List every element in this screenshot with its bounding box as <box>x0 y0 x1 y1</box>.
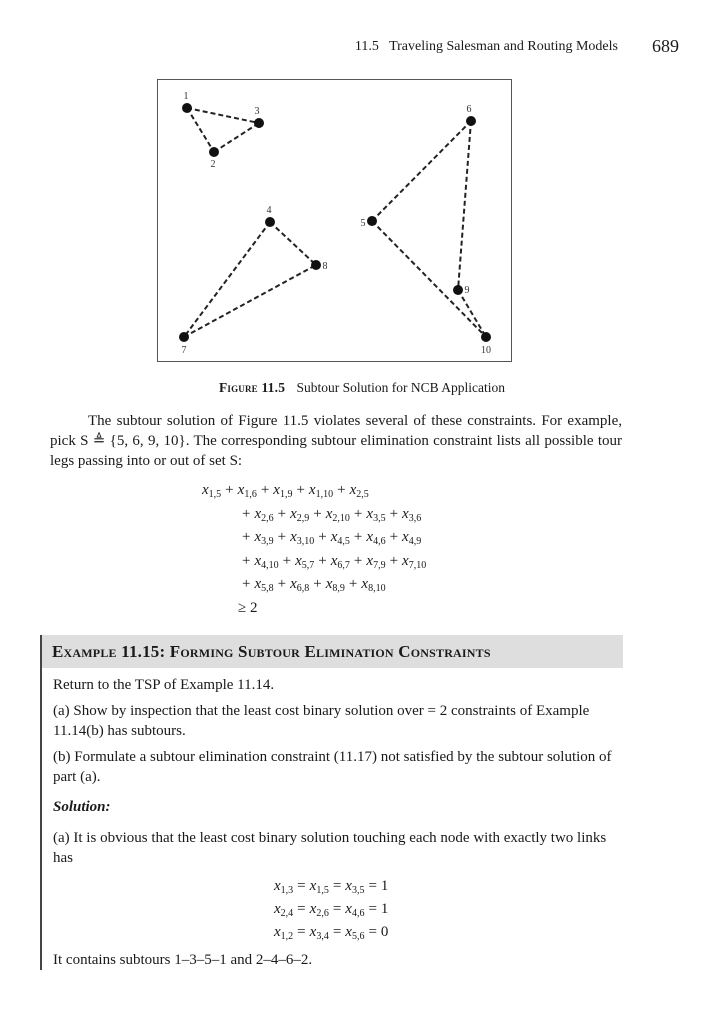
constraint-line <box>202 550 426 574</box>
operator: + <box>337 482 346 498</box>
graph-canvas <box>158 80 513 363</box>
edge-5-10 <box>372 221 486 337</box>
figure-caption <box>0 380 724 396</box>
operator: + <box>277 529 287 545</box>
equation-value: 1 <box>380 901 389 917</box>
variable-term: $x_{2,5}$ <box>349 482 369 500</box>
node-4 <box>265 217 275 227</box>
solution-equation <box>274 898 388 921</box>
variable-term: $x_{2,10}$ <box>325 505 350 524</box>
node-label-7: 7 <box>181 345 187 356</box>
subtour-constraint <box>202 479 426 620</box>
variable-term: $x_{5,8}$ <box>254 576 274 594</box>
example-intro: Return to the TSP of Example 11.14. <box>53 677 275 693</box>
equation-value: 0 <box>380 924 389 940</box>
node-label-9: 9 <box>464 285 470 296</box>
variable-term: $x_{8,10}$ <box>361 576 386 594</box>
edge-6-9 <box>458 121 471 290</box>
example-title: Example 11.15: Forming Subtour Elimination Constraints <box>42 635 623 668</box>
variable-term: $x_{6,8}$ <box>290 576 310 594</box>
variable-term: $x_{5,6}$ <box>345 924 365 942</box>
edge-7-8 <box>184 265 316 337</box>
operator: = <box>368 878 377 894</box>
constraint-line <box>202 503 426 527</box>
operator: + <box>318 552 327 569</box>
operator: + <box>318 529 327 545</box>
constraint-line <box>202 573 426 597</box>
variable-term: $x_{3,5}$ <box>345 878 365 896</box>
operator: + <box>389 552 399 569</box>
operator: = <box>297 878 306 894</box>
node-label-6: 6 <box>466 104 472 115</box>
variable-term: $x_{2,4}$ <box>274 901 294 919</box>
node-label-5: 5 <box>360 218 366 229</box>
node-label-10: 10 <box>481 345 491 356</box>
variable-term: $x_{1,6}$ <box>237 482 257 500</box>
operator: + <box>353 505 363 522</box>
edge-5-6 <box>372 121 471 221</box>
variable-term: $x_{5,7}$ <box>295 552 315 571</box>
variable-term: $x_{7,10}$ <box>402 552 427 571</box>
operator: = <box>332 901 342 917</box>
figure-caption-label: Figure 11.5 <box>218 380 286 395</box>
variable-term: $x_{3,5}$ <box>366 505 386 524</box>
node-10 <box>481 332 491 342</box>
operator: = <box>332 924 342 940</box>
operator: = <box>297 901 306 917</box>
variable-term: $x_{1,2}$ <box>274 924 294 942</box>
constraint-rhs: ≥ 2 <box>238 599 258 616</box>
body-paragraph: The subtour solution of Figure 11.5 violates several of these constraints. For example, pick S ≜ {5, 6, 9, 10}. The corresponding subtour elimination constraint lists all possible tour legs passing into or out of set S: <box>50 413 622 469</box>
variable-term: $x_{1,3}$ <box>274 878 294 896</box>
variable-term: $x_{4,5}$ <box>330 529 350 547</box>
edge-4-8 <box>270 222 316 265</box>
variable-term: $x_{2,6}$ <box>309 901 329 919</box>
page-header <box>0 36 724 60</box>
node-label-2: 2 <box>210 159 216 170</box>
operator: = <box>368 901 377 917</box>
variable-term: $x_{8,9}$ <box>325 576 345 594</box>
operator: + <box>242 529 251 545</box>
operator: = <box>368 924 377 940</box>
node-3 <box>254 118 264 128</box>
operator: + <box>282 552 292 569</box>
operator: + <box>277 505 287 522</box>
operator: + <box>225 482 234 498</box>
variable-term: $x_{4,10}$ <box>254 552 279 571</box>
running-head: 11.5 Traveling Salesman and Routing Models <box>354 39 618 54</box>
variable-term: $x_{4,9}$ <box>402 529 422 547</box>
variable-term: $x_{3,6}$ <box>402 505 422 524</box>
page-number: 689 <box>652 36 679 56</box>
operator: + <box>313 576 322 592</box>
figure-subtour-graph <box>157 79 512 362</box>
solution-heading: Solution: <box>53 799 111 815</box>
variable-term: $x_{2,9}$ <box>290 505 310 524</box>
edge-2-3 <box>214 123 259 152</box>
operator: + <box>242 505 251 522</box>
solution-equation <box>274 921 388 944</box>
operator: + <box>277 576 287 592</box>
variable-term: $x_{3,4}$ <box>309 924 329 942</box>
operator: + <box>389 505 399 522</box>
figure-caption-text: Subtour Solution for NCB Application <box>296 380 506 395</box>
node-5 <box>367 216 377 226</box>
variable-term: $x_{4,6}$ <box>366 529 386 547</box>
example-part-a: (a) Show by inspection that the least cost binary solution over = 2 constraints of Example 11.14(b) has subtours. <box>53 703 590 739</box>
node-label-1: 1 <box>183 91 189 102</box>
equation-value: 1 <box>380 878 389 894</box>
solution-equations <box>274 875 388 944</box>
variable-term: $x_{4,6}$ <box>345 901 365 919</box>
variable-term: $x_{3,10}$ <box>290 529 315 547</box>
node-1 <box>182 103 192 113</box>
operator: + <box>242 552 251 569</box>
operator: + <box>260 482 270 498</box>
operator: + <box>242 576 251 592</box>
operator: + <box>348 576 358 592</box>
edge-1-2 <box>187 108 214 152</box>
example-box <box>40 635 623 970</box>
node-label-8: 8 <box>322 261 328 272</box>
operator: = <box>297 924 306 940</box>
variable-term: $x_{1,5}$ <box>202 482 222 500</box>
variable-term: $x_{6,7}$ <box>330 552 350 571</box>
variable-term: $x_{7,9}$ <box>366 552 386 571</box>
operator: = <box>332 878 342 894</box>
variable-term: $x_{2,6}$ <box>254 505 274 524</box>
variable-term: $x_{1,10}$ <box>308 482 334 500</box>
variable-term: $x_{3,9}$ <box>254 529 274 547</box>
constraint-line <box>202 479 426 503</box>
node-2 <box>209 147 219 157</box>
solution-part-a: (a) It is obvious that the least cost binary solution touching each node with exactly two links has <box>53 830 607 866</box>
operator: + <box>313 505 322 522</box>
node-6 <box>466 116 476 126</box>
edge-4-7 <box>184 222 270 337</box>
operator: + <box>389 529 399 545</box>
operator: + <box>353 529 363 545</box>
variable-term: $x_{1,5}$ <box>309 878 329 896</box>
node-label-4: 4 <box>266 205 272 216</box>
solution-equation <box>274 875 388 898</box>
node-8 <box>311 260 321 270</box>
operator: + <box>296 482 305 498</box>
node-9 <box>453 285 463 295</box>
node-7 <box>179 332 189 342</box>
example-part-b: (b) Formulate a subtour elimination constraint (11.17) not satisfied by the subtour solution of part (a). <box>53 749 612 785</box>
edge-1-3 <box>187 108 259 123</box>
solution-conclusion: It contains subtours 1–3–5–1 and 2–4–6–2. <box>53 952 313 968</box>
constraint-line <box>202 526 426 550</box>
node-label-3: 3 <box>254 106 260 117</box>
operator: + <box>353 552 363 569</box>
variable-term: $x_{1,9}$ <box>273 482 293 500</box>
